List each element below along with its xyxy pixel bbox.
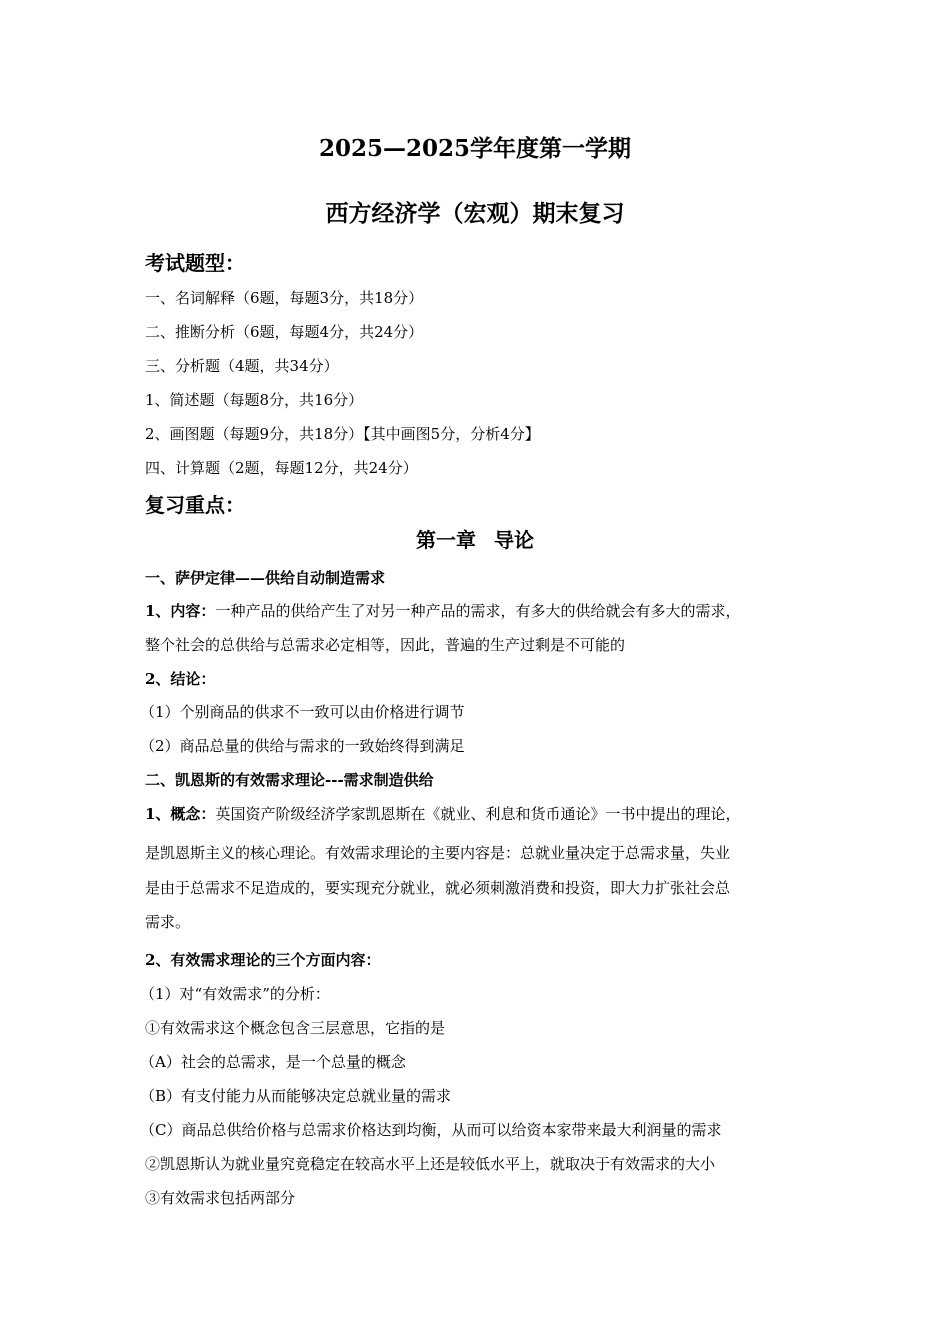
exam-type-item: 2、画图题（每题9分，共18分）【其中画图5分，分析4分】	[145, 425, 540, 443]
conclusion-label: 2、结论：	[145, 670, 216, 688]
exam-type-item: 一、名词解释（6题，每题3分，共18分）	[145, 289, 424, 307]
document-title-line2: 西方经济学（宏观）期末复习	[325, 200, 625, 227]
chapter-heading	[0, 527, 950, 553]
paragraph-line	[145, 804, 740, 824]
list-item: ②凯恩斯认为就业量究竟稳定在较高水平上还是较低水平上，就取决于有效需求的大小	[145, 1155, 716, 1173]
paragraph-line: 整个社会的总供给与总需求必定相等，因此，普遍的生产过剩是不可能的	[145, 636, 626, 654]
list-item: （B）有支付能力从而能够决定总就业量的需求	[140, 1087, 452, 1105]
exam-type-item: 四、计算题（2题，每题12分，共24分）	[145, 459, 418, 477]
concept-text: 英国资产阶级经济学家凯恩斯在《就业、利息和货币通论》一书中提出的理论，	[215, 805, 741, 823]
subsection-heading: 2、有效需求理论的三个方面内容：	[145, 951, 381, 969]
chapter-name: 导论	[494, 528, 534, 552]
concept-label: 1、概念：	[145, 805, 216, 823]
paragraph-line	[145, 601, 740, 621]
paragraph-line: 需求。	[145, 913, 191, 931]
document-title-line1: 2025—2025学年度第一学期	[318, 135, 632, 162]
paragraph-line: 是由于总需求不足造成的，要实现充分就业，就必须刺激消费和投资，即大力扩张社会总	[145, 879, 731, 897]
exam-type-item: 三、分析题（4题，共34分）	[145, 357, 339, 375]
list-item: （C）商品总供给价格与总需求价格达到均衡，从而可以给资本家带来最大利润量的需求	[140, 1121, 722, 1139]
review-points-heading: 复习重点：	[145, 493, 245, 517]
paragraph-line: 是凯恩斯主义的核心理论。有效需求理论的主要内容是：总就业量决定于总需求量，失业	[145, 844, 731, 862]
list-item: ①有效需求这个概念包含三层意思，它指的是	[145, 1019, 446, 1037]
exam-type-item: 二、推断分析（6题，每题4分，共24分）	[145, 323, 424, 341]
chapter-number: 第一章	[416, 528, 476, 552]
list-item: （A）社会的总需求，是一个总量的概念	[140, 1053, 406, 1071]
list-item: （1）个别商品的供求不一致可以由价格进行调节	[140, 703, 465, 721]
list-item: （2）商品总量的供给与需求的一致始终得到满足	[140, 737, 465, 755]
list-item: （1）对“有效需求”的分析：	[140, 985, 330, 1003]
section-heading-keynes: 二、凯恩斯的有效需求理论---需求制造供给	[145, 771, 434, 789]
exam-type-item: 1、简述题（每题8分，共16分）	[145, 391, 364, 409]
content-label: 1、内容：	[145, 602, 216, 620]
list-item: ③有效需求包括两部分	[145, 1189, 296, 1207]
section-heading-say-law: 一、萨伊定律——供给自动制造需求	[145, 569, 386, 587]
content-text: 一种产品的供给产生了对另一种产品的需求，有多大的供给就会有多大的需求，	[215, 602, 741, 620]
exam-types-heading: 考试题型：	[145, 251, 245, 275]
